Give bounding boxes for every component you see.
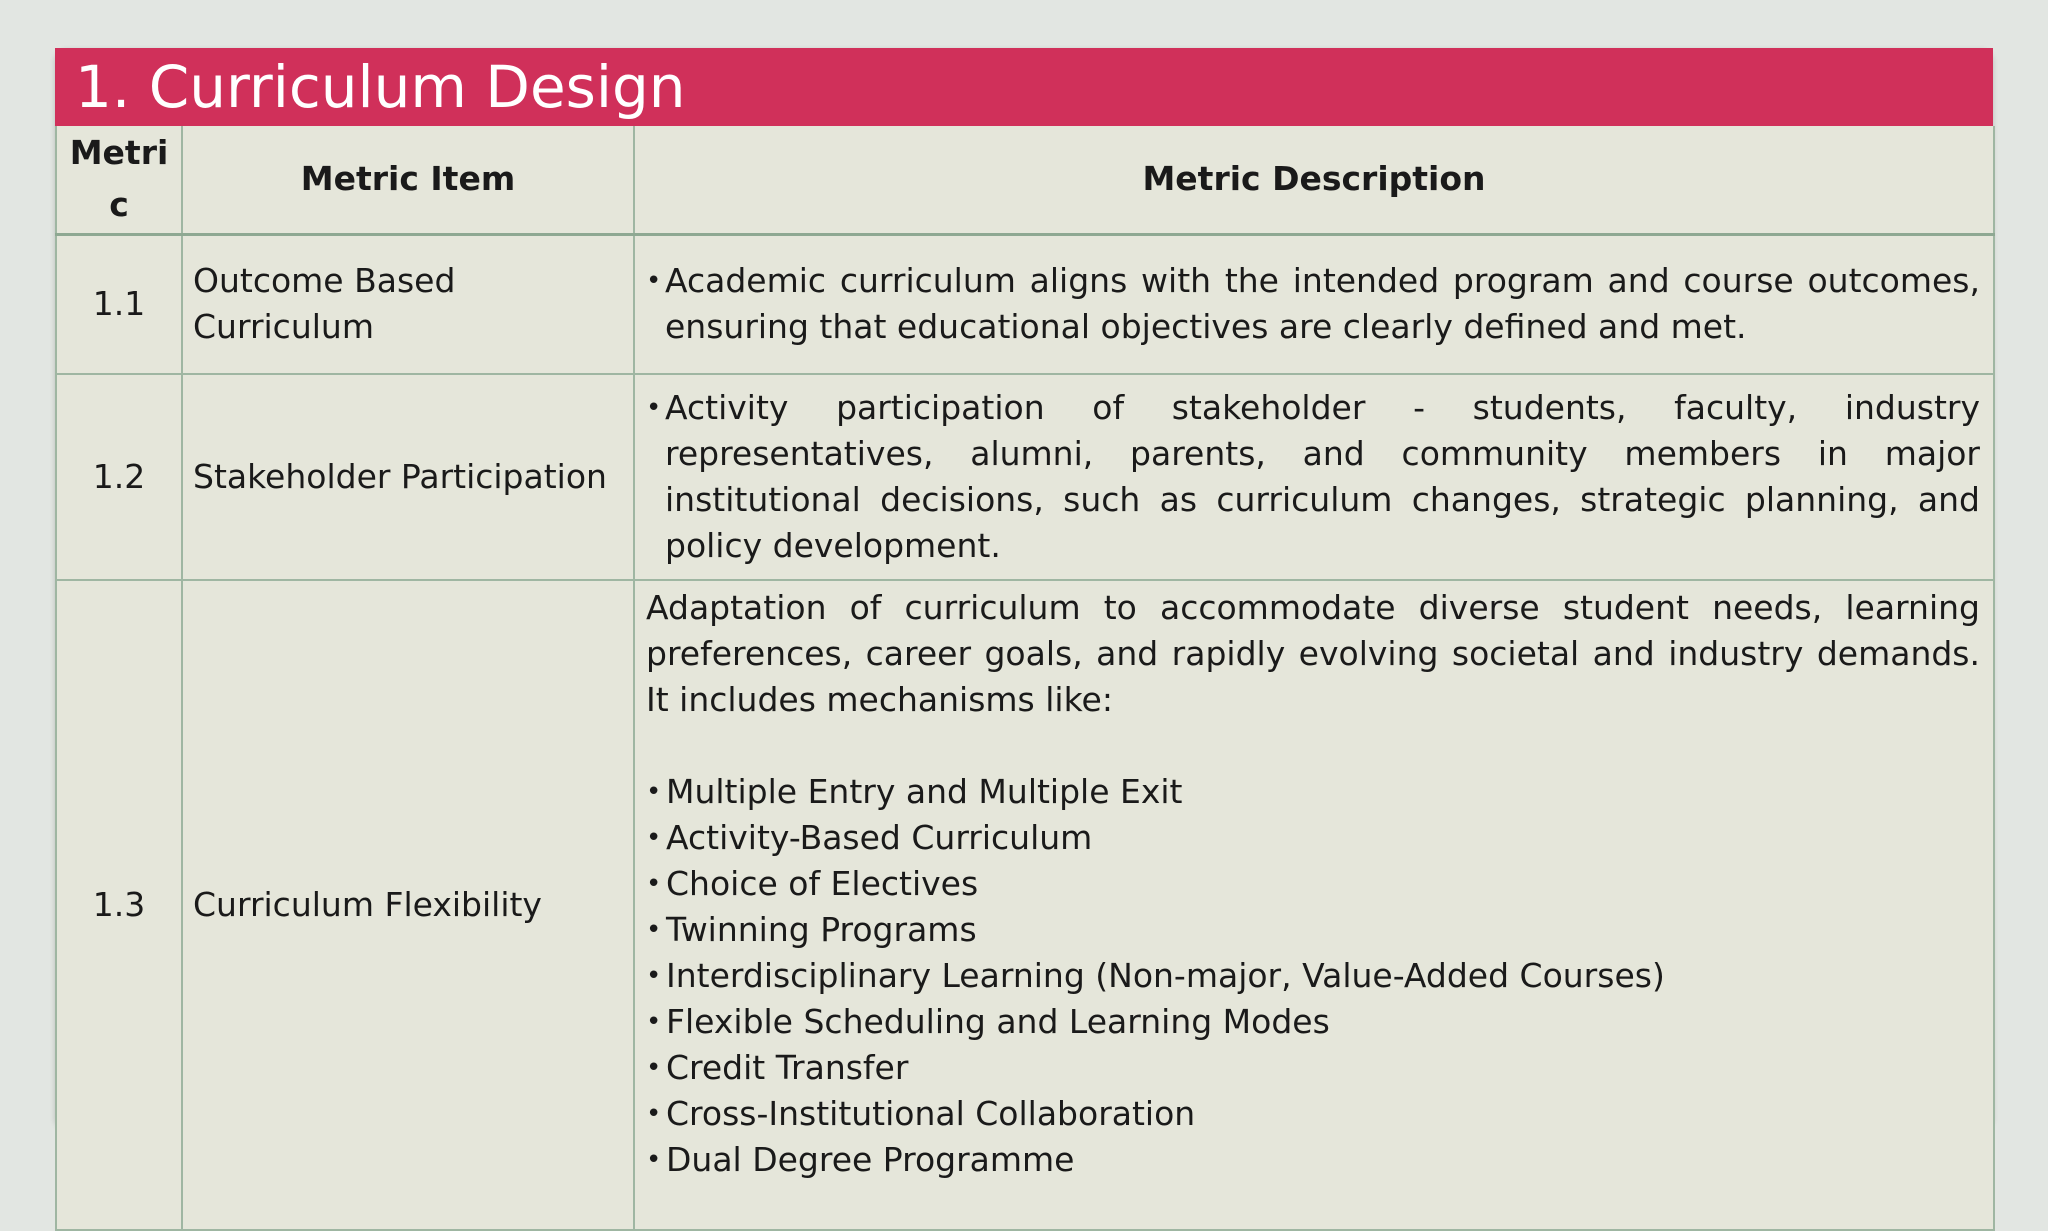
bullet-icon: • bbox=[646, 1099, 662, 1129]
list-item: • Credit Transfer bbox=[646, 1045, 1980, 1091]
bullet-icon: • bbox=[646, 266, 662, 297]
bullet-icon: • bbox=[646, 915, 662, 945]
bullet-icon: • bbox=[646, 777, 662, 807]
table-header-row bbox=[56, 126, 1994, 234]
bullet-icon: • bbox=[646, 1053, 662, 1083]
bullet-icon: • bbox=[646, 1007, 662, 1037]
slide-panel bbox=[55, 48, 1993, 1179]
list-item: • Flexible Scheduling and Learning Modes bbox=[646, 999, 1980, 1045]
description-bullet bbox=[646, 258, 1980, 350]
metric-number: 1.1 bbox=[56, 234, 182, 374]
bullet-text: Academic curriculum aligns with the intended program and course outcomes, ensuring that educational objectives are clearly defined and met. bbox=[665, 261, 1980, 347]
bullet-icon: • bbox=[646, 961, 662, 991]
header-metric-description: Metric Description bbox=[634, 126, 1994, 234]
table-row bbox=[56, 234, 1994, 374]
table-row bbox=[56, 374, 1994, 580]
metric-item: Outcome Based Curriculum bbox=[182, 234, 634, 374]
list-item: • Interdisciplinary Learning (Non-major, Value-Added Courses) bbox=[646, 953, 1980, 999]
list-item: • Choice of Electives bbox=[646, 861, 1980, 907]
bullet-icon: • bbox=[646, 823, 662, 853]
metric-description bbox=[634, 234, 1994, 374]
bullet-icon: • bbox=[646, 869, 662, 899]
list-item: • Twinning Programs bbox=[646, 907, 1980, 953]
list-item: • Cross-Institutional Collaboration bbox=[646, 1091, 1980, 1137]
header-metric-item: Metric Item bbox=[182, 126, 634, 234]
header-metric: Metric bbox=[56, 126, 182, 234]
metric-item: Curriculum Flexibility bbox=[182, 580, 634, 1230]
metric-number: 1.3 bbox=[56, 580, 182, 1230]
list-item: • Dual Degree Programme bbox=[646, 1137, 1980, 1183]
description-bullet bbox=[646, 385, 1980, 569]
bullet-text: Activity participation of stakeholder - students, faculty, industry representatives, alumni, parents, and community members in major institutional decisions, such as curriculum changes, strategic planning, and policy development. bbox=[665, 388, 1980, 565]
list-item: • Activity-Based Curriculum bbox=[646, 815, 1980, 861]
bullet-icon: • bbox=[646, 393, 662, 423]
description-intro: Adaptation of curriculum to accommodate diverse student needs, learning preferences, career goals, and rapidly evolving societal and industry demands. It includes mechanisms like: bbox=[646, 588, 1980, 719]
table-row bbox=[56, 580, 1994, 1230]
bullet-icon: • bbox=[646, 1145, 662, 1175]
metric-description bbox=[634, 580, 1994, 1230]
metric-description bbox=[634, 374, 1994, 580]
section-title: 1. Curriculum Design bbox=[55, 48, 1993, 126]
metric-item: Stakeholder Participation bbox=[182, 374, 634, 580]
list-item: • Multiple Entry and Multiple Exit bbox=[646, 769, 1980, 815]
metrics-table bbox=[55, 126, 1995, 1231]
flexibility-list bbox=[646, 769, 1980, 1183]
metric-number: 1.2 bbox=[56, 374, 182, 580]
